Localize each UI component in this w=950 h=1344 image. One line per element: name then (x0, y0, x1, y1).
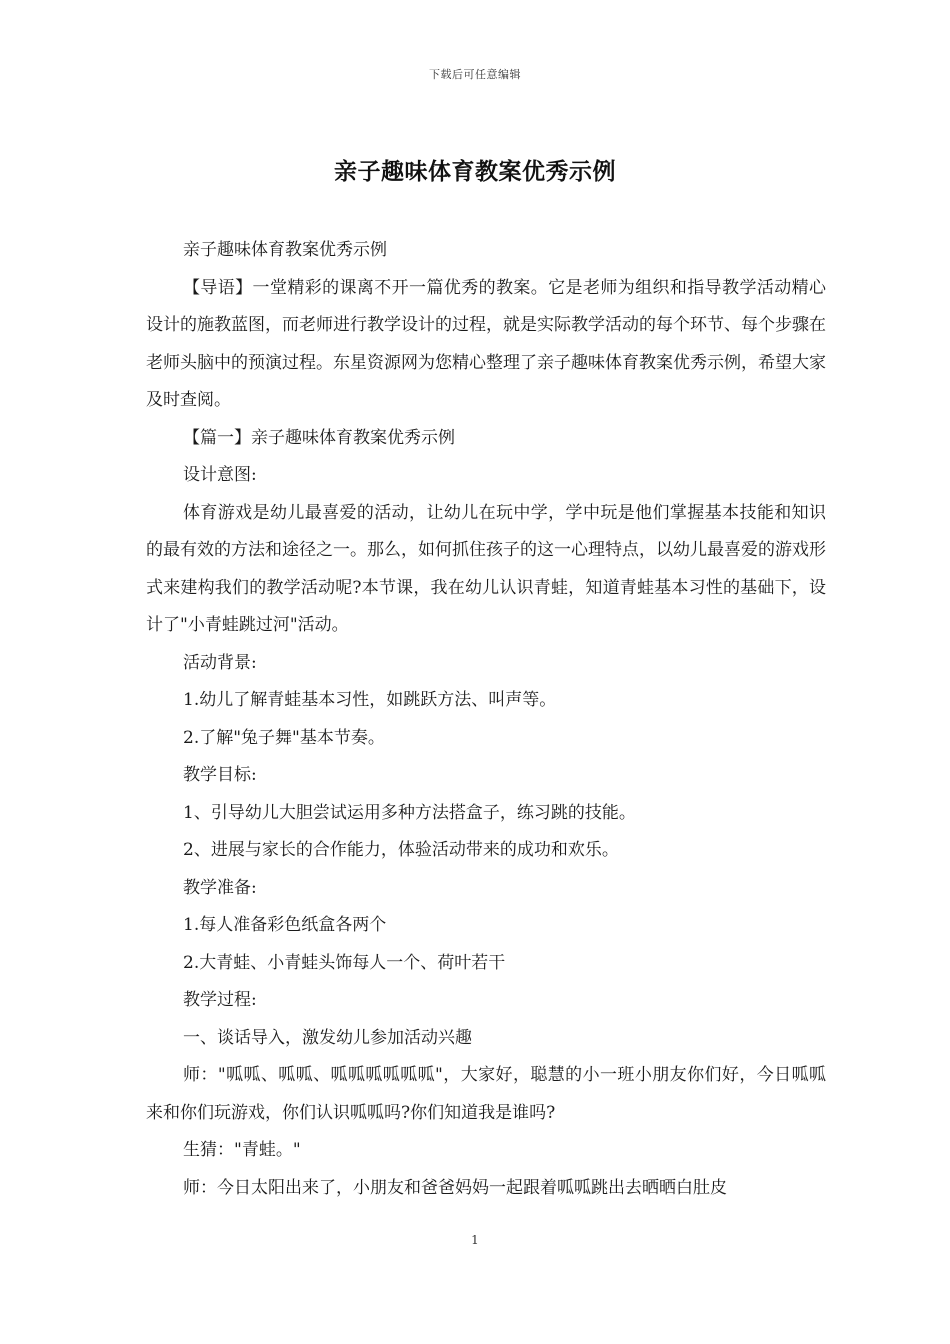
document-body (146, 232, 826, 1207)
paragraph-prep-2: 2.大青蛙、小青蛙头饰每人一个、荷叶若干 (183, 952, 506, 973)
paragraph-intro: 【导语】一堂精彩的课离不开一篇优秀的教案。它是老师为组织和指导教学活动精心设计的施教蓝图，而老师进行教学设计的过程，就是实际教学活动的每个环节、每个步骤在老师头脑中的预演过程。东星资源网为您精心整理了亲子趣味体育教案优秀示例，希望大家及时查阅。 (146, 277, 826, 410)
paragraph-subtitle: 亲子趣味体育教案优秀示例 (183, 240, 387, 260)
paragraph-goals-heading: 教学目标: (183, 765, 257, 785)
paragraph-design-intent: 体育游戏是幼儿最喜爱的活动，让幼儿在玩中学，学中玩是他们掌握基本技能和知识的最有效的方法和途径之一。那么，如何抓住孩子的这一心理特点，以幼儿最喜爱的游戏形式来建构我们的教学活动呢?本节课，我在幼儿认识青蛙，知道青蛙基本习性的基础下，设计了"小青蛙跳过河"活动。 (146, 502, 826, 635)
paragraph-goal-2: 2、进展与家长的合作能力，体验活动带来的成功和欢乐。 (183, 840, 619, 860)
page-number: 1 (471, 1233, 479, 1247)
paragraph-teacher-line-2: 师：今日太阳出来了，小朋友和爸爸妈妈一起跟着呱呱跳出去晒晒白肚皮 (183, 1177, 727, 1198)
paragraph-process-step-1: 一、谈话导入，激发幼儿参加活动兴趣 (183, 1027, 472, 1048)
paragraph-student-guess: 生猜："青蛙。" (183, 1140, 301, 1160)
document-title: 亲子趣味体育教案优秀示例 (334, 158, 616, 185)
paragraph-teacher-line-1: 师："呱呱、呱呱、呱呱呱呱呱呱"，大家好，聪慧的小一班小朋友你们好，今日呱呱来和你们玩游戏，你们认识呱呱吗?你们知道我是谁吗? (146, 1065, 826, 1123)
paragraph-process-heading: 教学过程: (183, 990, 257, 1010)
paragraph-section-heading: 【篇一】亲子趣味体育教案优秀示例 (183, 427, 455, 448)
header-note: 下载后可任意编辑 (429, 68, 521, 81)
paragraph-background-heading: 活动背景: (183, 652, 257, 673)
paragraph-background-1: 1.幼儿了解青蛙基本习性，如跳跃方法、叫声等。 (183, 690, 557, 710)
paragraph-prep-1: 1.每人准备彩色纸盒各两个 (183, 915, 387, 935)
paragraph-background-2: 2.了解"兔子舞"基本节奏。 (183, 727, 385, 748)
paragraph-goal-1: 1、引导幼儿大胆尝试运用多种方法搭盒子，练习跳的技能。 (183, 802, 636, 823)
paragraph-prep-heading: 教学准备: (183, 877, 257, 898)
paragraph-design-intent-heading: 设计意图: (183, 465, 257, 485)
